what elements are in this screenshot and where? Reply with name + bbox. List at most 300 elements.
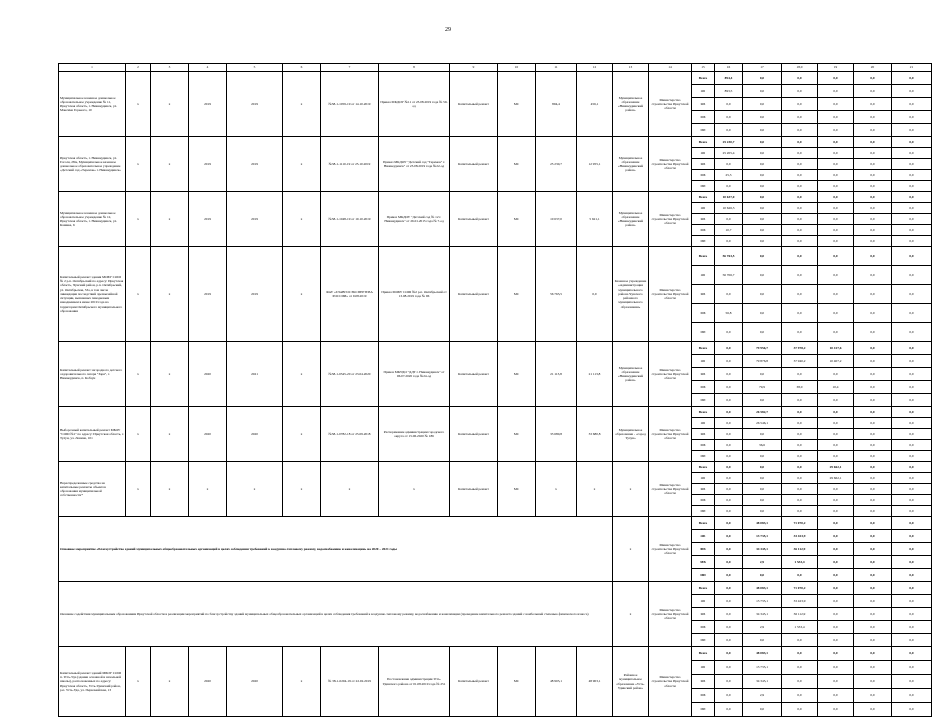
amount-cell: 0,0 [743, 634, 782, 647]
amount-cell: 0,0 [854, 473, 892, 484]
header-cell: 16 [715, 64, 743, 72]
cell-c9: Капитальный ремонт [450, 462, 498, 517]
amount-cell: 0,0 [854, 517, 892, 530]
fund-code: МБ [692, 381, 715, 394]
amount-cell: 0,0 [743, 192, 782, 203]
cell-c8: Приказ МКУДО "ДДТ г. Нижнеудинск" от 06.07.2020 года №24-од [379, 342, 450, 407]
amount-cell: 0,0 [892, 621, 932, 634]
amount-cell: 0,0 [743, 495, 782, 506]
cell-c4: 2020 [189, 647, 227, 717]
amount-cell: 25,3 [715, 170, 743, 181]
table-row [59, 247, 932, 266]
amount-cell: 0,0 [743, 569, 782, 582]
fund-code: ИИ [692, 236, 715, 247]
amount-cell: 0,0 [818, 647, 854, 661]
amount-cell: 0,0 [818, 418, 854, 429]
amount-cell: 0,0 [892, 72, 932, 85]
cell-c12: 33 680,8 [577, 407, 613, 462]
amount-cell: 0,0 [892, 543, 932, 556]
amount-cell: 10 637,0 [715, 192, 743, 203]
amount-cell: 0,0 [892, 342, 932, 355]
header-cell: 8 [379, 64, 450, 72]
amount-cell: 33 423,9 [782, 530, 818, 543]
amount-cell: 0,0 [818, 517, 854, 530]
cell-c11: 10 637,0 [536, 192, 577, 247]
amount-cell: 0,0 [782, 451, 818, 462]
amount-cell: 0,0 [743, 111, 782, 124]
header-cell: 15 [692, 64, 715, 72]
cell-c7: №38-1-1048-19 от 10.10.2019 [321, 192, 379, 247]
amount-cell: 0,0 [782, 285, 818, 304]
cell-c2: x [126, 192, 151, 247]
amount-cell: 0,0 [782, 675, 818, 689]
amount-cell: 0,0 [743, 462, 782, 473]
amount-cell: 0,0 [782, 247, 818, 266]
amount-cell: 34 345,1 [743, 543, 782, 556]
amount-cell: 0,0 [818, 137, 854, 148]
amount-cell: 0,0 [818, 634, 854, 647]
amount-cell: 0,0 [782, 304, 818, 323]
header-cell: 4 [189, 64, 227, 72]
amount-cell: 0,0 [782, 236, 818, 247]
activity-name: Основное мероприятие «Благоустройство зданий муниципальных общеобразовательных организаций в целях соблюдения требований к воздушно-тепловому режиму, водоснабжению и канализации» на 2020 – 2021 годы [59, 517, 613, 582]
amount-cell: 0,0 [782, 689, 818, 703]
cell-c2: x [126, 137, 151, 192]
amount-cell: 0,0 [854, 429, 892, 440]
amount-cell: 0,0 [892, 608, 932, 621]
amount-cell: 0,0 [854, 484, 892, 495]
amount-cell: 0,0 [743, 304, 782, 323]
cell-c14: Министерство строительства Иркутской области [649, 582, 692, 647]
amount-cell: 0,0 [715, 582, 743, 595]
object-name: Капитальный ремонт зданий МБОУ СОШ п. Усть-Уда (здания основной и начальной школы), расположенных по адресу: Иркутская область, Усть-Удинский район, р.п. Усть-Уда, ул. Первомайская, 13 [59, 647, 126, 717]
amount-cell: 0,0 [818, 608, 854, 621]
header-cell: 1 [59, 64, 126, 72]
amount-cell: 0,0 [782, 462, 818, 473]
fund-code: Всего [692, 462, 715, 473]
amount-cell: 0,0 [892, 661, 932, 675]
cell-c4: 2019 [189, 137, 227, 192]
amount-cell: 0,0 [782, 98, 818, 111]
amount-cell: 0,0 [818, 394, 854, 407]
amount-cell: 0,0 [854, 72, 892, 85]
amount-cell: 0,0 [892, 569, 932, 582]
amount-cell: 0,0 [715, 647, 743, 661]
cell-c12: 48 903,1 [577, 647, 613, 717]
amount-cell: 0,0 [782, 634, 818, 647]
cell-c5: 2020 [227, 407, 283, 462]
amount-cell: 0,0 [715, 323, 743, 342]
amount-cell: 0,0 [892, 355, 932, 368]
amount-cell: 0,0 [743, 429, 782, 440]
amount-cell: 0,0 [743, 368, 782, 381]
cell-c6: x [283, 137, 321, 192]
amount-cell: 0,0 [854, 689, 892, 703]
cell-c8: Постановление администрации Усть-Удинского района от 01.08.2019 года № 251 [379, 647, 450, 717]
amount-cell: 0,0 [818, 304, 854, 323]
amount-cell: 1 533,4 [782, 621, 818, 634]
cell-c3: x [151, 247, 189, 342]
amount-cell: 0,0 [818, 703, 854, 717]
fund-code: ИИ [692, 323, 715, 342]
cell-c9: Капитальный ремонт [450, 72, 498, 137]
cell-c10: МС [498, 407, 536, 462]
amount-cell: 0,0 [892, 517, 932, 530]
amount-cell: 0,0 [715, 484, 743, 495]
cell-c10: МС [498, 647, 536, 717]
cell-c3: x [151, 192, 189, 247]
fund-code: ИИ [692, 569, 715, 582]
amount-cell: 0,0 [892, 285, 932, 304]
cell-c6: x [283, 342, 321, 407]
cell-c9: Капитальный ремонт [450, 137, 498, 192]
amount-cell: 38,0 [782, 381, 818, 394]
amount-cell: 0,0 [715, 236, 743, 247]
amount-cell: 0,0 [782, 506, 818, 517]
table-row [59, 407, 932, 418]
amount-cell: 0,0 [715, 495, 743, 506]
amount-cell: 0,0 [892, 304, 932, 323]
cell-c12: 12 955,1 [577, 137, 613, 192]
amount-cell: 26 582,7 [743, 407, 782, 418]
cell-c11: 25 230,7 [536, 137, 577, 192]
amount-cell: 0,0 [892, 429, 932, 440]
amount-cell: 0,0 [892, 266, 932, 285]
cell-c12: x [577, 462, 613, 517]
amount-cell: 0,0 [743, 247, 782, 266]
amount-cell: 0,0 [892, 675, 932, 689]
amount-cell: 0,0 [782, 661, 818, 675]
amount-cell: 36 112,9 [782, 543, 818, 556]
cell-c14: Министерство строительства Иркутской области [649, 72, 692, 137]
amount-cell: 0,9 [715, 111, 743, 124]
amount-cell: 0,0 [854, 247, 892, 266]
cell-c6: x [283, 72, 321, 137]
amount-cell: 0,0 [892, 451, 932, 462]
amount-cell: 0,0 [743, 98, 782, 111]
amount-cell: 0,0 [743, 703, 782, 717]
amount-cell: 0,0 [818, 159, 854, 170]
cell-c8: Приказ МОБУ СОШ №2 р.п. Октябрьский от 13.08.2019 года № 96 [379, 247, 450, 342]
page-number: 29 [445, 27, 451, 33]
amount-cell: 0,0 [715, 569, 743, 582]
amount-cell: 0,0 [715, 675, 743, 689]
amount-cell: 0,0 [854, 407, 892, 418]
table-row [59, 342, 932, 355]
amount-cell: 0,0 [854, 451, 892, 462]
fund-code: МБ [692, 225, 715, 236]
cell-c14: Министерство строительства Иркутской области [649, 647, 692, 717]
amount-cell: 0,0 [818, 323, 854, 342]
amount-cell: 0,0 [818, 556, 854, 569]
amount-cell: 0,0 [892, 506, 932, 517]
header-cell: 14 [649, 64, 692, 72]
object-name: Выборочный капитальный ремонт МБОУ "СОШ №1" по адресу: Иркутская область, г. Тулун, ул. Ленина, 101 [59, 407, 126, 462]
cell-c3: x [151, 137, 189, 192]
amount-cell: 0,0 [743, 181, 782, 192]
amount-cell: 0,0 [818, 543, 854, 556]
amount-cell: 0,0 [715, 661, 743, 675]
amount-cell: 0,0 [854, 137, 892, 148]
amount-cell: 34 345,1 [743, 675, 782, 689]
amount-cell: 0,0 [818, 582, 854, 595]
amount-cell: 0,0 [892, 85, 932, 98]
cell-c3: x [151, 72, 189, 137]
amount-cell: 0,0 [892, 368, 932, 381]
amount-cell: 0,0 [743, 124, 782, 137]
cell-c11: 21 113,8 [536, 342, 577, 407]
fund-code: ФБ [692, 98, 715, 111]
cell-c4: 2020 [189, 342, 227, 407]
amount-cell: 56,8 [715, 304, 743, 323]
amount-cell: 56 763,5 [715, 247, 743, 266]
header-cell: 2 [126, 64, 151, 72]
object-name: Капитальный ремонт загородного детского оздоровительного лагеря "Заря", г. Нижнеудинск, п. Кобзун [59, 342, 126, 407]
amount-cell: 0,0 [782, 703, 818, 717]
fund-code: ИИ [692, 451, 715, 462]
cell-c10: МС [498, 342, 536, 407]
amount-cell: 0,0 [818, 266, 854, 285]
fund-code: ИИ [692, 181, 715, 192]
amount-cell: 0,0 [854, 608, 892, 621]
cell-c6: x [283, 247, 321, 342]
amount-cell: 0,0 [743, 394, 782, 407]
amount-cell: 0,0 [892, 689, 932, 703]
amount-cell: 0,0 [892, 556, 932, 569]
amount-cell: 0,0 [715, 595, 743, 608]
amount-cell: 0,0 [854, 203, 892, 214]
header-cell: 9 [450, 64, 498, 72]
amount-cell: 0,0 [715, 530, 743, 543]
header-cell: 11 [536, 64, 577, 72]
amount-cell: 0,0 [854, 304, 892, 323]
cell-c7: x [321, 462, 379, 517]
cell-c8: Распоряжение администрации городского округа от 15.06.2020 № 186 [379, 407, 450, 462]
amount-cell: 0,0 [854, 181, 892, 192]
amount-cell: 10,7 [715, 225, 743, 236]
amount-cell: 0,0 [715, 342, 743, 355]
amount-cell: 0,0 [892, 225, 932, 236]
amount-cell: 0,0 [782, 495, 818, 506]
amount-cell: 0,0 [854, 214, 892, 225]
amount-cell: 0,0 [715, 689, 743, 703]
amount-cell: 0,0 [818, 148, 854, 159]
header-cell: 13 [613, 64, 649, 72]
fund-code: Всего [692, 247, 715, 266]
amount-cell: 0,0 [854, 418, 892, 429]
cell-c12: 5 621,1 [577, 192, 613, 247]
fund-code: ИИ [692, 394, 715, 407]
amount-cell: 0,0 [818, 429, 854, 440]
header-cell: 12 [577, 64, 613, 72]
amount-cell: 0,0 [715, 214, 743, 225]
fund-code: ИИ [692, 124, 715, 137]
amount-cell: 0,0 [715, 98, 743, 111]
amount-cell: 0,0 [818, 595, 854, 608]
fund-code: Всего [692, 647, 715, 661]
amount-cell: 0,0 [818, 530, 854, 543]
amount-cell: 0,0 [743, 506, 782, 517]
amount-cell: 0,0 [854, 285, 892, 304]
amount-cell: 33 423,9 [782, 595, 818, 608]
amount-cell: 0,0 [892, 473, 932, 484]
amount-cell: 0,0 [854, 368, 892, 381]
cell-c14: Министерство строительства Иркутской области [649, 137, 692, 192]
amount-cell: 0,0 [715, 181, 743, 192]
amount-cell: 0,0 [854, 192, 892, 203]
amount-cell: 37 940,2 [782, 355, 818, 368]
fund-code: ИИ [692, 703, 715, 717]
amount-cell: 48 083,1 [743, 582, 782, 595]
cell-c11: 56 763,5 [536, 247, 577, 342]
amount-cell: 0,0 [743, 236, 782, 247]
amount-cell: 0,0 [818, 675, 854, 689]
amount-cell: 0,0 [892, 214, 932, 225]
amount-cell: 0,0 [743, 148, 782, 159]
amount-cell: 0,0 [782, 181, 818, 192]
cell-c5: x [227, 462, 283, 517]
cell-c6: x [283, 407, 321, 462]
fund-code: ОБ [692, 85, 715, 98]
amount-cell: 0,0 [715, 543, 743, 556]
amount-cell: 0,0 [892, 148, 932, 159]
amount-cell: 0,0 [818, 440, 854, 451]
amount-cell: 0,0 [854, 595, 892, 608]
amount-cell: 0,0 [782, 418, 818, 429]
cell-c2: x [126, 342, 151, 407]
amount-cell: 0,0 [854, 342, 892, 355]
fund-code: ОБ [692, 355, 715, 368]
cell-c7: №38-1-0782-18 от 25.09.2018 [321, 407, 379, 462]
amount-cell: 0,0 [854, 543, 892, 556]
header-cell: 10 [498, 64, 536, 72]
amount-cell: 0,0 [892, 647, 932, 661]
amount-cell: 0,0 [715, 517, 743, 530]
amount-cell: 0,0 [715, 621, 743, 634]
amount-cell: 0,0 [818, 495, 854, 506]
amount-cell: 0,0 [854, 647, 892, 661]
fund-code: ОБ [692, 661, 715, 675]
amount-cell: 0,0 [818, 111, 854, 124]
amount-cell: 0,0 [715, 634, 743, 647]
amount-cell: 0,0 [818, 621, 854, 634]
cell-c13: x [613, 582, 649, 647]
cell-c5: 2020 [227, 647, 283, 717]
amount-cell: 13 735,1 [743, 595, 782, 608]
amount-cell: 1 533,4 [782, 556, 818, 569]
header-cell: 19 [818, 64, 854, 72]
cell-c8: x [379, 462, 450, 517]
amount-cell: 0,0 [892, 111, 932, 124]
cell-c9: Капитальный ремонт [450, 342, 498, 407]
fund-code: ФБ [692, 675, 715, 689]
amount-cell: 0,0 [818, 484, 854, 495]
amount-cell: 29 662,1 [818, 473, 854, 484]
amount-cell: 0,0 [782, 124, 818, 137]
amount-cell: 10 407,2 [818, 355, 854, 368]
amount-cell: 0,0 [818, 98, 854, 111]
amount-cell: 894,4 [715, 72, 743, 85]
cell-c2: x [126, 407, 151, 462]
amount-cell: 0,0 [743, 323, 782, 342]
table-row [59, 137, 932, 148]
cell-c13: x [613, 462, 649, 517]
cell-c9: Капитальный ремонт [450, 247, 498, 342]
cell-c11: 894,4 [536, 72, 577, 137]
amount-cell: 0,0 [782, 484, 818, 495]
cell-c2: x [126, 247, 151, 342]
amount-cell: 0,0 [854, 148, 892, 159]
cell-c2: x [126, 647, 151, 717]
amount-cell: 0,0 [892, 418, 932, 429]
amount-cell: 0,0 [892, 440, 932, 451]
cell-c5: 2021 [227, 342, 283, 407]
amount-cell: 0,0 [854, 462, 892, 473]
object-name: Капитальный ремонт здания МОБУ СОШ № 2 р.п. Октябрьский по адресу: Иркутская область, Чунский район, р.п. Октябрьский, ул. Октябрьская, 33а, в том числе ликвидация последствий чрезвычайной ситуации, вызванных паводковым наводнением в июне 2019 года на территории Октябрьского муниципального образования [59, 247, 126, 342]
cell-c4: 2019 [189, 72, 227, 137]
cell-c11: 33 680,8 [536, 407, 577, 462]
amount-cell: 0,0 [743, 85, 782, 98]
cell-c6: x [283, 647, 321, 717]
amount-cell: 0,0 [782, 473, 818, 484]
fund-code: МБ [692, 304, 715, 323]
cell-c11: x [536, 462, 577, 517]
cell-c13: Муниципальное образование «Нижнеудинский район» [613, 342, 649, 407]
amount-cell: 0,0 [743, 285, 782, 304]
amount-cell: 0,0 [854, 236, 892, 247]
fund-code: МБ [692, 111, 715, 124]
amount-cell: 0,0 [782, 429, 818, 440]
amount-cell: 893,5 [715, 85, 743, 98]
amount-cell: 0,0 [854, 98, 892, 111]
cell-c14: Министерство строительства Иркутской области [649, 407, 692, 462]
cell-c5: 2019 [227, 72, 283, 137]
fund-code: Всего [692, 342, 715, 355]
cell-c3: x [151, 462, 189, 517]
amount-cell: 37 978,2 [782, 342, 818, 355]
cell-c10: МС [498, 72, 536, 137]
amount-cell: 0,0 [892, 181, 932, 192]
cell-c3: x [151, 647, 189, 717]
amount-cell: 0,0 [743, 159, 782, 170]
amount-cell: 0,0 [818, 214, 854, 225]
amount-cell: 0,0 [782, 192, 818, 203]
cell-c13: Муниципальное образование «Нижнеудинский район» [613, 137, 649, 192]
amount-cell: 13 735,1 [743, 661, 782, 675]
amount-cell: 0,0 [782, 203, 818, 214]
amount-cell: 0,0 [782, 647, 818, 661]
amount-cell: 29 662,1 [818, 462, 854, 473]
amount-cell: 34 345,1 [743, 608, 782, 621]
cell-c7: № 38-1-0204-19 от 22.02.2019 [321, 647, 379, 717]
amount-cell: 0,0 [818, 72, 854, 85]
amount-cell: 0,0 [892, 124, 932, 137]
amount-cell: 0,0 [782, 137, 818, 148]
cell-c5: 2019 [227, 137, 283, 192]
cell-c5: 2019 [227, 192, 283, 247]
amount-cell: 0,0 [818, 85, 854, 98]
fund-code: МБ [692, 440, 715, 451]
amount-cell: 0,0 [715, 703, 743, 717]
cell-c7: ФАУ «ГЛАВГОСЭКСПЕРТИЗА РОССИИ» от 9.08.2019 [321, 247, 379, 342]
amount-cell: 0,0 [892, 394, 932, 407]
cell-c14: Министерство строительства Иркутской области [649, 462, 692, 517]
amount-cell: 0,0 [854, 530, 892, 543]
amount-cell: 2,9 [743, 621, 782, 634]
amount-cell: 0,0 [818, 203, 854, 214]
cell-c4: 2020 [189, 407, 227, 462]
amount-cell: 0,0 [782, 323, 818, 342]
